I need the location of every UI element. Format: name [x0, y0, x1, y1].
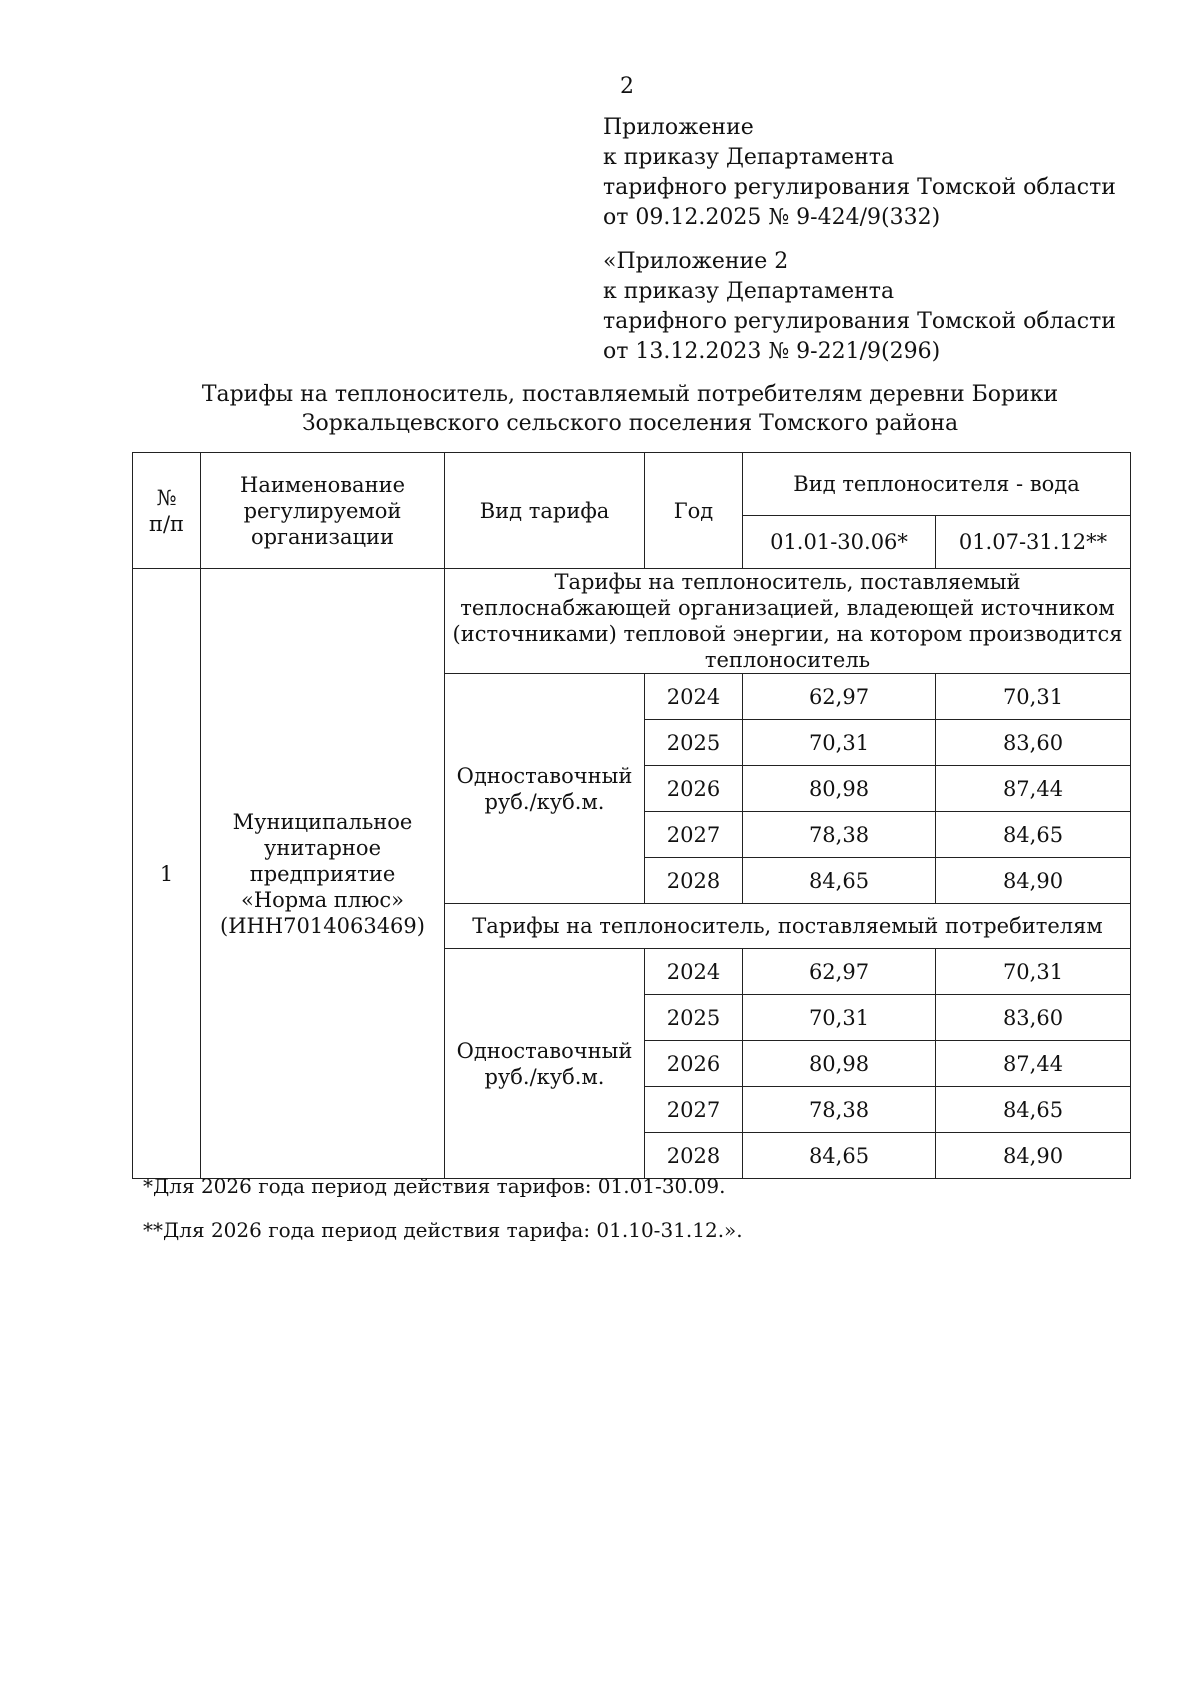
tariff-value-period-2: 87,44 [936, 1041, 1131, 1087]
tariff-value-period-2: 84,90 [936, 858, 1131, 904]
tariff-value-period-2: 84,65 [936, 1087, 1131, 1133]
tariff-value-period-1: 70,31 [743, 720, 936, 766]
tariff-type-cell: Одноставочный руб./куб.м. [445, 674, 645, 904]
header-tariff-type: Вид тарифа [445, 453, 645, 569]
year-cell: 2028 [645, 858, 743, 904]
tariff-value-period-2: 83,60 [936, 720, 1131, 766]
appendix-line: от 09.12.2025 № 9-424/9(332) [603, 205, 941, 230]
tariff-table [132, 452, 1131, 1179]
tariff-value-period-1: 78,38 [743, 812, 936, 858]
tariff-value-period-2: 84,65 [936, 812, 1131, 858]
tariff-value-period-1: 62,97 [743, 674, 936, 720]
tariff-type-cell: Одноставочный руб./куб.м. [445, 949, 645, 1179]
year-cell: 2026 [645, 766, 743, 812]
appendix-line: тарифного регулирования Томской области [603, 309, 1116, 334]
year-cell: 2028 [645, 1133, 743, 1179]
year-cell: 2024 [645, 949, 743, 995]
header-period-2: 01.07-31.12** [936, 516, 1131, 569]
year-cell: 2025 [645, 720, 743, 766]
year-cell: 2027 [645, 812, 743, 858]
tariff-value-period-1: 80,98 [743, 1041, 936, 1087]
appendix-line: «Приложение 2 [603, 249, 789, 274]
footnote: **Для 2026 года период действия тарифа: 01.10-31.12.». [143, 1218, 743, 1242]
table-title-line: Тарифы на теплоноситель, поставляемый потребителям деревни Борики [201, 382, 1059, 407]
header-organization: Наименование регулируемой организации [201, 453, 445, 569]
year-cell: 2024 [645, 674, 743, 720]
year-cell: 2027 [645, 1087, 743, 1133]
tariff-value-period-1: 80,98 [743, 766, 936, 812]
appendix-line: от 13.12.2023 № 9-221/9(296) [603, 339, 941, 364]
page-number: 2 [620, 74, 634, 99]
organization-name: Муниципальное унитарное предприятие «Норма плюс» (ИНН7014063469) [201, 569, 445, 1179]
footnotes [143, 1172, 743, 1260]
header-period-1: 01.01-30.06* [743, 516, 936, 569]
header-year: Год [645, 453, 743, 569]
appendix-line: к приказу Департамента [603, 279, 895, 304]
tariff-value-period-1: 70,31 [743, 995, 936, 1041]
tariff-value-period-2: 84,90 [936, 1133, 1131, 1179]
tariff-value-period-2: 70,31 [936, 949, 1131, 995]
table-header-row [133, 453, 1131, 516]
section-title: Тарифы на теплоноситель, поставляемый теплоснабжающей организацией, владеющей источником (источниками) тепловой энергии, на котором производится теплоноситель [445, 569, 1131, 674]
table-title [130, 380, 1130, 438]
tariff-value-period-1: 78,38 [743, 1087, 936, 1133]
appendix-reference-current [603, 113, 1116, 233]
header-number: № п/п [133, 453, 201, 569]
year-cell: 2026 [645, 1041, 743, 1087]
tariff-value-period-2: 83,60 [936, 995, 1131, 1041]
tariff-value-period-1: 84,65 [743, 1133, 936, 1179]
appendix-line: Приложение [603, 115, 754, 140]
appendix-line: тарифного регулирования Томской области [603, 175, 1116, 200]
row-number: 1 [133, 569, 201, 1179]
tariff-value-period-2: 87,44 [936, 766, 1131, 812]
section-title: Тарифы на теплоноситель, поставляемый потребителям [445, 904, 1131, 949]
tariff-value-period-1: 84,65 [743, 858, 936, 904]
header-heat-carrier: Вид теплоносителя - вода [743, 453, 1131, 516]
year-cell: 2025 [645, 995, 743, 1041]
appendix-line: к приказу Департамента [603, 145, 895, 170]
table-title-line: Зоркальцевского сельского поселения Томского района [301, 411, 959, 436]
tariff-value-period-2: 70,31 [936, 674, 1131, 720]
appendix-reference-original [603, 247, 1116, 367]
section-title-row [133, 569, 1131, 674]
tariff-value-period-1: 62,97 [743, 949, 936, 995]
footnote: *Для 2026 года период действия тарифов: 01.01-30.09. [143, 1174, 726, 1198]
